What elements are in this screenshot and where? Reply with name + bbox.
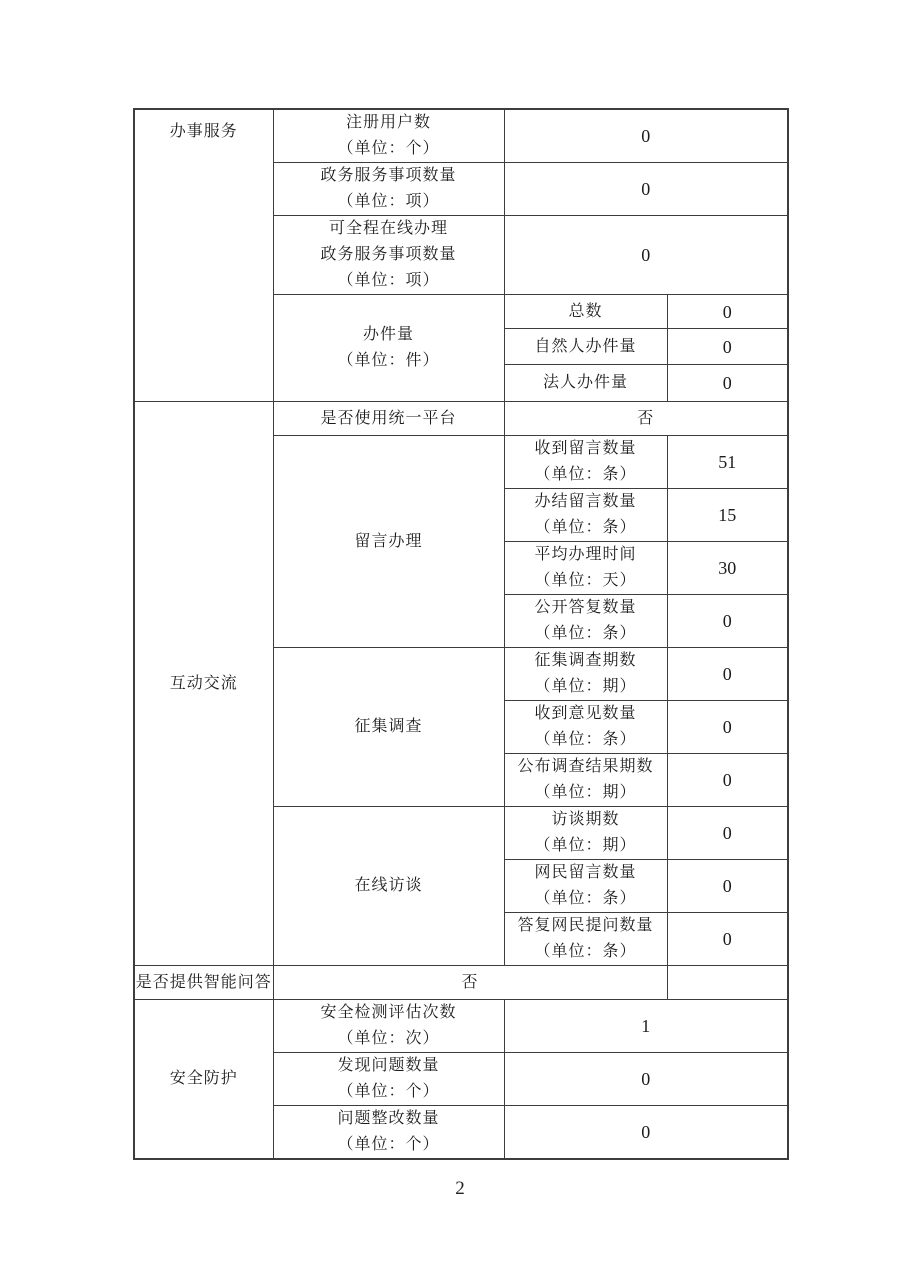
value-interview-periods: 0 [667, 807, 788, 860]
problems-rectified-unit: （单位：个） [337, 1136, 440, 1153]
netizen-messages-unit: （单位：条） [534, 890, 637, 907]
netizen-messages-label: 网民留言数量 [534, 864, 637, 881]
sub-label-interview-periods [504, 807, 667, 860]
replies-to-netizens-label: 答复网民提问数量 [517, 917, 654, 934]
opinions-received-unit: （单位：条） [534, 731, 637, 748]
section-label-interaction-text: 互动交流 [169, 674, 238, 692]
interview-periods-unit: （单位：期） [534, 837, 637, 854]
value-unified-platform: 否 [504, 402, 788, 436]
survey-results-published-label: 公布调查结果期数 [517, 758, 654, 775]
gov-service-items-unit: （单位：项） [337, 193, 440, 210]
full-online-items-unit: （单位：项） [337, 272, 440, 289]
value-problems-rectified: 0 [504, 1106, 788, 1160]
row-label-security-assessments [273, 1000, 504, 1053]
section-label-security [134, 1000, 273, 1160]
value-completed-messages: 15 [667, 489, 788, 542]
received-messages-unit: （单位：条） [534, 466, 637, 483]
sub-label-completed-messages [504, 489, 667, 542]
row-label-problems-rectified [273, 1106, 504, 1160]
sub-label-natural-person-cases: 自然人办件量 [504, 329, 667, 365]
value-problems-found: 0 [504, 1053, 788, 1106]
full-online-items-line2: 政务服务事项数量 [320, 246, 457, 263]
section-label-service [134, 109, 273, 402]
sub-label-case-total: 总数 [504, 295, 667, 329]
value-case-total: 0 [667, 295, 788, 329]
sub-label-netizen-messages [504, 860, 667, 913]
full-online-items-line1: 可全程在线办理 [328, 220, 448, 237]
completed-messages-unit: （单位：条） [534, 519, 637, 536]
value-replies-to-netizens: 0 [667, 913, 788, 966]
value-received-messages: 51 [667, 436, 788, 489]
section-label-service-text: 办事服务 [169, 123, 238, 140]
security-assessments-label: 安全检测评估次数 [320, 1004, 457, 1021]
value-survey-periods: 0 [667, 648, 788, 701]
sub-label-public-replies [504, 595, 667, 648]
value-natural-person-cases: 0 [667, 329, 788, 365]
sub-label-survey-results-published [504, 754, 667, 807]
value-full-online-items: 0 [504, 216, 788, 295]
value-netizen-messages: 0 [667, 860, 788, 913]
annual-report-table [133, 108, 789, 1160]
gov-service-items-label: 政务服务事项数量 [320, 167, 457, 184]
interview-periods-label: 访谈期数 [551, 811, 620, 828]
registered-users-label: 注册用户数 [345, 114, 431, 131]
value-survey-results-published: 0 [667, 754, 788, 807]
group-label-online-interview: 在线访谈 [273, 807, 504, 966]
replies-to-netizens-unit: （单位：条） [534, 943, 637, 960]
survey-results-published-unit: （单位：期） [534, 784, 637, 801]
sub-label-survey-periods [504, 648, 667, 701]
opinions-received-label: 收到意见数量 [534, 705, 637, 722]
sub-label-received-messages [504, 436, 667, 489]
value-registered-users: 0 [504, 109, 788, 163]
value-public-replies: 0 [667, 595, 788, 648]
problems-found-unit: （单位：个） [337, 1083, 440, 1100]
public-replies-label: 公开答复数量 [534, 599, 637, 616]
group-label-message-handling: 留言办理 [273, 436, 504, 648]
row-label-registered-users [273, 109, 504, 163]
survey-periods-unit: （单位：期） [534, 678, 637, 695]
problems-found-label: 发现问题数量 [337, 1057, 440, 1074]
public-replies-unit: （单位：条） [534, 625, 637, 642]
section-label-interaction [134, 402, 273, 966]
value-opinions-received: 0 [667, 701, 788, 754]
value-smart-qa: 否 [273, 966, 667, 1000]
avg-processing-time-unit: （单位：天） [534, 572, 637, 589]
value-gov-service-items: 0 [504, 163, 788, 216]
case-volume-unit: （单位：件） [337, 352, 440, 369]
completed-messages-label: 办结留言数量 [534, 493, 637, 510]
case-volume-label: 办件量 [362, 326, 414, 343]
sub-label-avg-processing-time [504, 542, 667, 595]
row-label-unified-platform: 是否使用统一平台 [273, 402, 504, 436]
value-security-assessments: 1 [504, 1000, 788, 1053]
section-label-security-text: 安全防护 [169, 1070, 238, 1087]
security-assessments-unit: （单位：次） [337, 1030, 440, 1047]
value-legal-person-cases: 0 [667, 365, 788, 402]
problems-rectified-label: 问题整改数量 [337, 1110, 440, 1127]
sub-label-legal-person-cases: 法人办件量 [504, 365, 667, 402]
page-number: 2 [455, 1178, 465, 1199]
row-label-full-online-items [273, 216, 504, 295]
value-avg-processing-time: 30 [667, 542, 788, 595]
received-messages-label: 收到留言数量 [534, 440, 637, 457]
sub-label-replies-to-netizens [504, 913, 667, 966]
row-label-gov-service-items [273, 163, 504, 216]
avg-processing-time-label: 平均办理时间 [534, 546, 637, 563]
group-label-case-volume [273, 295, 504, 402]
row-label-smart-qa: 是否提供智能问答 [134, 966, 273, 1000]
group-label-survey: 征集调查 [273, 648, 504, 807]
survey-periods-label: 征集调查期数 [534, 652, 637, 669]
row-label-problems-found [273, 1053, 504, 1106]
sub-label-opinions-received [504, 701, 667, 754]
registered-users-unit: （单位：个） [337, 140, 440, 157]
